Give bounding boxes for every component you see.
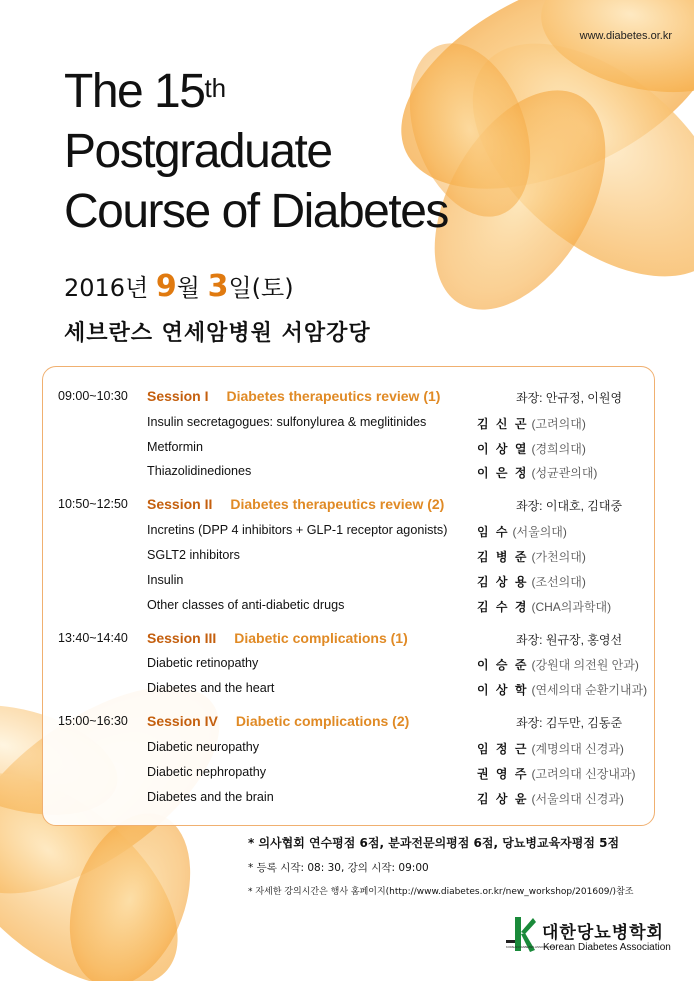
talk-speaker: 김 신 곤 (고려의대) [477, 417, 586, 431]
talk-topic: Thiazolidinediones [147, 464, 252, 478]
talk-speaker: 김 상 윤 (서울의대 신경과) [477, 792, 624, 806]
talk-speaker: 권 영 주 (고려의대 신장내과) [477, 767, 636, 781]
session-name: Session I Diabetes therapeutics review (1) [147, 388, 441, 404]
credits-note: * 의사협회 연수평점 6점, 분과전문의평점 6점, 당뇨병교육자평점 5점 [248, 836, 620, 850]
kda-logo-icon [506, 914, 556, 956]
date-year: 2016년 [64, 274, 156, 302]
speaker-affiliation: (고려의대) [531, 417, 586, 431]
talk-topic: Metformin [147, 440, 203, 454]
talk-speaker: 김 병 준 (가천의대) [477, 550, 586, 564]
session-chairs: 좌장: 이대호, 김대중 [516, 499, 623, 513]
talk-speaker: 이 상 학 (연세의대 순환기내과) [477, 683, 648, 697]
speaker-affiliation: (계명의대 신경과) [531, 742, 624, 756]
date-day-unit: 일(토) [228, 274, 294, 302]
talk-row [0, 790, 694, 810]
date-month: 9 [155, 269, 177, 304]
talk-topic: Diabetes and the heart [147, 681, 275, 695]
talk-topic: Diabetic retinopathy [147, 656, 259, 670]
session-chairs: 좌장: 원규장, 홍영선 [516, 633, 623, 647]
speaker-affiliation: (성균관의대) [531, 466, 598, 480]
talk-row [0, 681, 694, 701]
talk-row [0, 740, 694, 760]
session-time: 13:40~14:40 [58, 631, 128, 645]
talk-row [0, 548, 694, 568]
speaker-affiliation: (연세의대 순환기내과) [531, 683, 648, 697]
session-header [0, 631, 694, 651]
logo-small-text: KOREAN DIABETES ASSOCIATION [506, 945, 556, 949]
talk-topic: Insulin secretagogues: sulfonylurea & meglitinides [147, 415, 427, 429]
organizer-name-english: Korean Diabetes Association [543, 942, 671, 953]
event-venue: 세브란스 연세암병원 서암강당 [64, 321, 371, 346]
talk-row [0, 523, 694, 543]
session-name: Session IV Diabetic complications (2) [147, 713, 410, 729]
session-name: Session III Diabetic complications (1) [147, 630, 408, 646]
speaker-affiliation: (CHA의과학대) [531, 600, 612, 614]
session-time: 10:50~12:50 [58, 497, 128, 511]
date-month-unit: 월 [176, 274, 208, 302]
talk-speaker: 이 은 정 (성균관의대) [477, 466, 598, 480]
title-ordinal: th [204, 73, 227, 103]
speaker-affiliation: (조선의대) [531, 575, 586, 589]
talk-topic: Insulin [147, 573, 184, 587]
session-header [0, 714, 694, 734]
talk-speaker: 김 수 경 (CHA의과학대) [477, 600, 612, 614]
session-title: Diabetes therapeutics review (2) [230, 496, 445, 512]
session-chairs: 좌장: 안규정, 이원영 [516, 391, 623, 405]
talk-topic: Diabetic nephropathy [147, 765, 267, 779]
session-title: Diabetes therapeutics review (1) [226, 388, 441, 404]
talk-row [0, 415, 694, 435]
speaker-affiliation: (고려의대 신장내과) [531, 767, 636, 781]
talk-speaker: 임 정 근 (계명의대 신경과) [477, 742, 624, 756]
title-prefix: The [64, 65, 155, 118]
talk-topic: Incretins (DPP 4 inhibitors + GLP-1 receptor agonists) [147, 523, 448, 537]
talk-topic: Diabetic neuropathy [147, 740, 260, 754]
registration-note: * 등록 시작: 08: 30, 강의 시작: 09:00 [248, 862, 429, 874]
organizer-name-korean: 대한당뇨병학회 [542, 923, 664, 943]
title-number: 15 [154, 65, 205, 118]
speaker-affiliation: (서울의대 신경과) [531, 792, 624, 806]
talk-speaker: 김 상 용 (조선의대) [477, 575, 586, 589]
speaker-affiliation: (경희의대) [531, 442, 586, 456]
session-header [0, 389, 694, 409]
talk-topic: Other classes of anti-diabetic drugs [147, 598, 345, 612]
talk-topic: SGLT2 inhibitors [147, 548, 240, 562]
event-notes [248, 834, 633, 906]
title-line-2: Postgraduate [64, 125, 332, 178]
session-header [0, 497, 694, 517]
session-time: 09:00~10:30 [58, 389, 128, 403]
talk-row [0, 464, 694, 484]
talk-row [0, 573, 694, 593]
date-day: 3 [207, 269, 229, 304]
talk-row [0, 598, 694, 618]
website-url[interactable]: www.diabetes.or.kr [579, 30, 672, 42]
session-time: 15:00~16:30 [58, 714, 128, 728]
talk-speaker: 임 수 (서울의대) [477, 525, 567, 539]
session-title: Diabetic complications (1) [234, 630, 408, 646]
session-title: Diabetic complications (2) [235, 713, 410, 729]
speaker-affiliation: (서울의대) [512, 525, 567, 539]
talk-row [0, 440, 694, 460]
speaker-affiliation: (강원대 의전원 안과) [531, 658, 639, 672]
talk-speaker: 이 상 열 (경희의대) [477, 442, 586, 456]
title-line-3: Course of Diabetes [64, 185, 448, 238]
session-chairs: 좌장: 김두만, 김동준 [516, 716, 623, 730]
talk-topic: Diabetes and the brain [147, 790, 274, 804]
speaker-affiliation: (가천의대) [531, 550, 586, 564]
talk-speaker: 이 승 준 (강원대 의전원 안과) [477, 658, 639, 672]
details-note[interactable]: * 자세한 강의시간은 행사 홈페이지(http://www.diabetes.or.kr/new_workshop/201609/)참조 [248, 887, 634, 897]
session-name: Session II Diabetes therapeutics review (2) [147, 496, 445, 512]
talk-row [0, 765, 694, 785]
talk-row [0, 656, 694, 676]
